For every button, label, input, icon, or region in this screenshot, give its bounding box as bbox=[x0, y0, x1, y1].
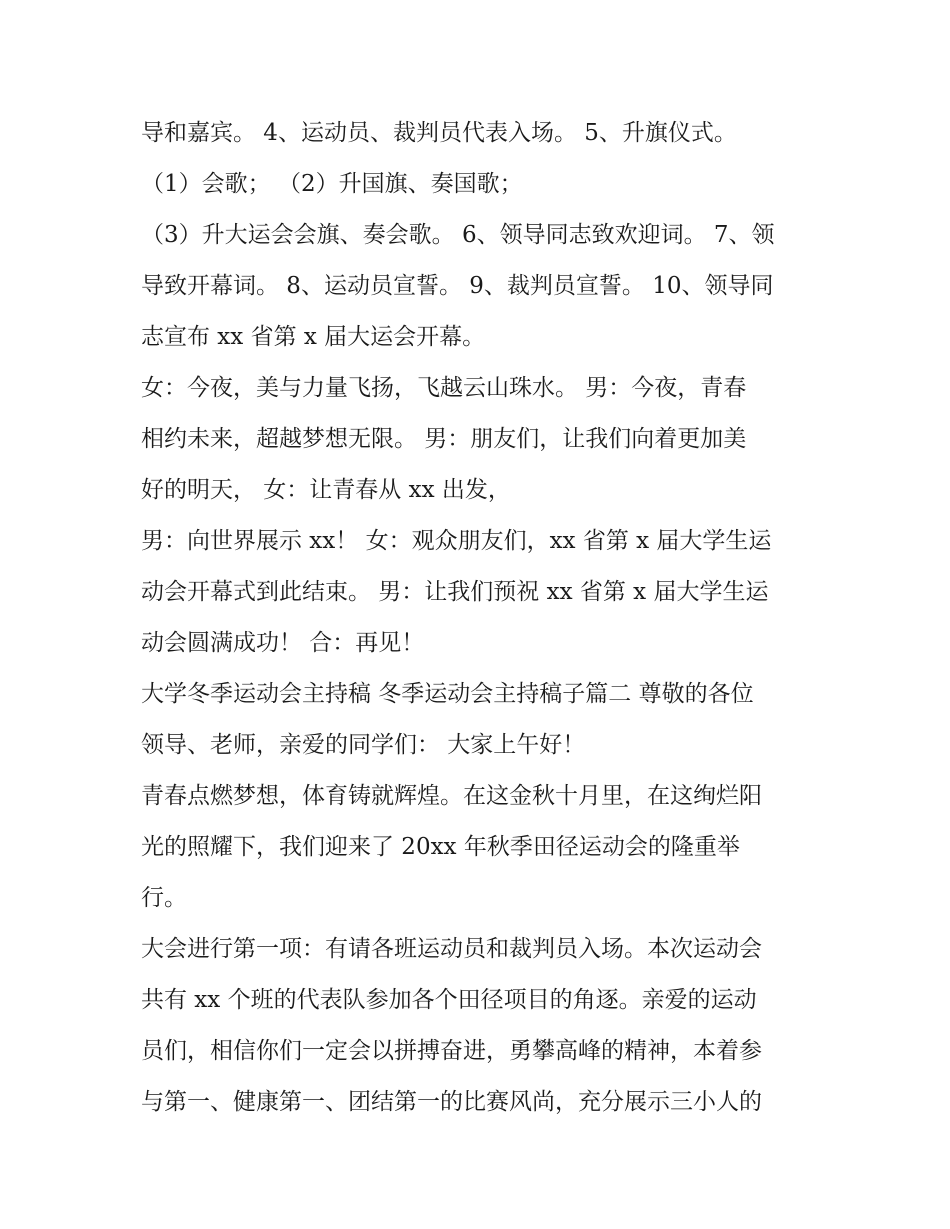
text-line: （3）升大运会会旗、奏会歌。 6、领导同志致欢迎词。 7、领 bbox=[141, 222, 775, 248]
text-line: 导致开幕词。 8、运动员宣誓。 9、裁判员宣誓。 10、领导同 bbox=[141, 273, 774, 299]
text-line: 员们，相信你们一定会以拼搏奋进，勇攀高峰的精神，本着参 bbox=[141, 1038, 762, 1064]
text-line: 志宣布 xx 省第 x 届大运会开幕。 bbox=[141, 324, 486, 350]
text-line: 领导、老师，亲爱的同学们： 大家上午好！ bbox=[141, 732, 586, 758]
text-line: 光的照耀下，我们迎来了 20xx 年秋季田径运动会的隆重举 bbox=[141, 834, 740, 860]
text-line: 相约未来，超越梦想无限。 男：朋友们，让我们向着更加美 bbox=[141, 426, 747, 452]
text-line: 大学冬季运动会主持稿 冬季运动会主持稿子篇二 尊敬的各位 bbox=[141, 681, 754, 707]
text-line: 导和嘉宾。 4、运动员、裁判员代表入场。 5、升旗仪式。 bbox=[141, 120, 737, 146]
text-line: 男：向世界展示 xx！ 女：观众朋友们，xx 省第 x 届大学生运 bbox=[141, 528, 772, 554]
text-line: 好的明天， 女：让青春从 xx 出发， bbox=[141, 477, 511, 503]
text-line: 女：今夜，美与力量飞扬，飞越云山珠水。 男：今夜，青春 bbox=[141, 375, 747, 401]
document-body bbox=[141, 108, 821, 1128]
text-line: （1）会歌； （2）升国旗、奏国歌； bbox=[141, 171, 523, 197]
text-line: 与第一、健康第一、团结第一的比赛风尚，充分展示三小人的 bbox=[141, 1089, 762, 1115]
text-line: 大会进行第一项：有请各班运动员和裁判员入场。本次运动会 bbox=[141, 936, 762, 962]
text-line: 动会开幕式到此结束。 男：让我们预祝 xx 省第 x 届大学生运 bbox=[141, 579, 769, 605]
text-line: 行。 bbox=[141, 885, 187, 911]
text-line: 青春点燃梦想，体育铸就辉煌。在这金秋十月里，在这绚烂阳 bbox=[141, 783, 762, 809]
text-line: 共有 xx 个班的代表队参加各个田径项目的角逐。亲爱的运动 bbox=[141, 987, 757, 1013]
text-line: 动会圆满成功！ 合：再见！ bbox=[141, 630, 425, 656]
